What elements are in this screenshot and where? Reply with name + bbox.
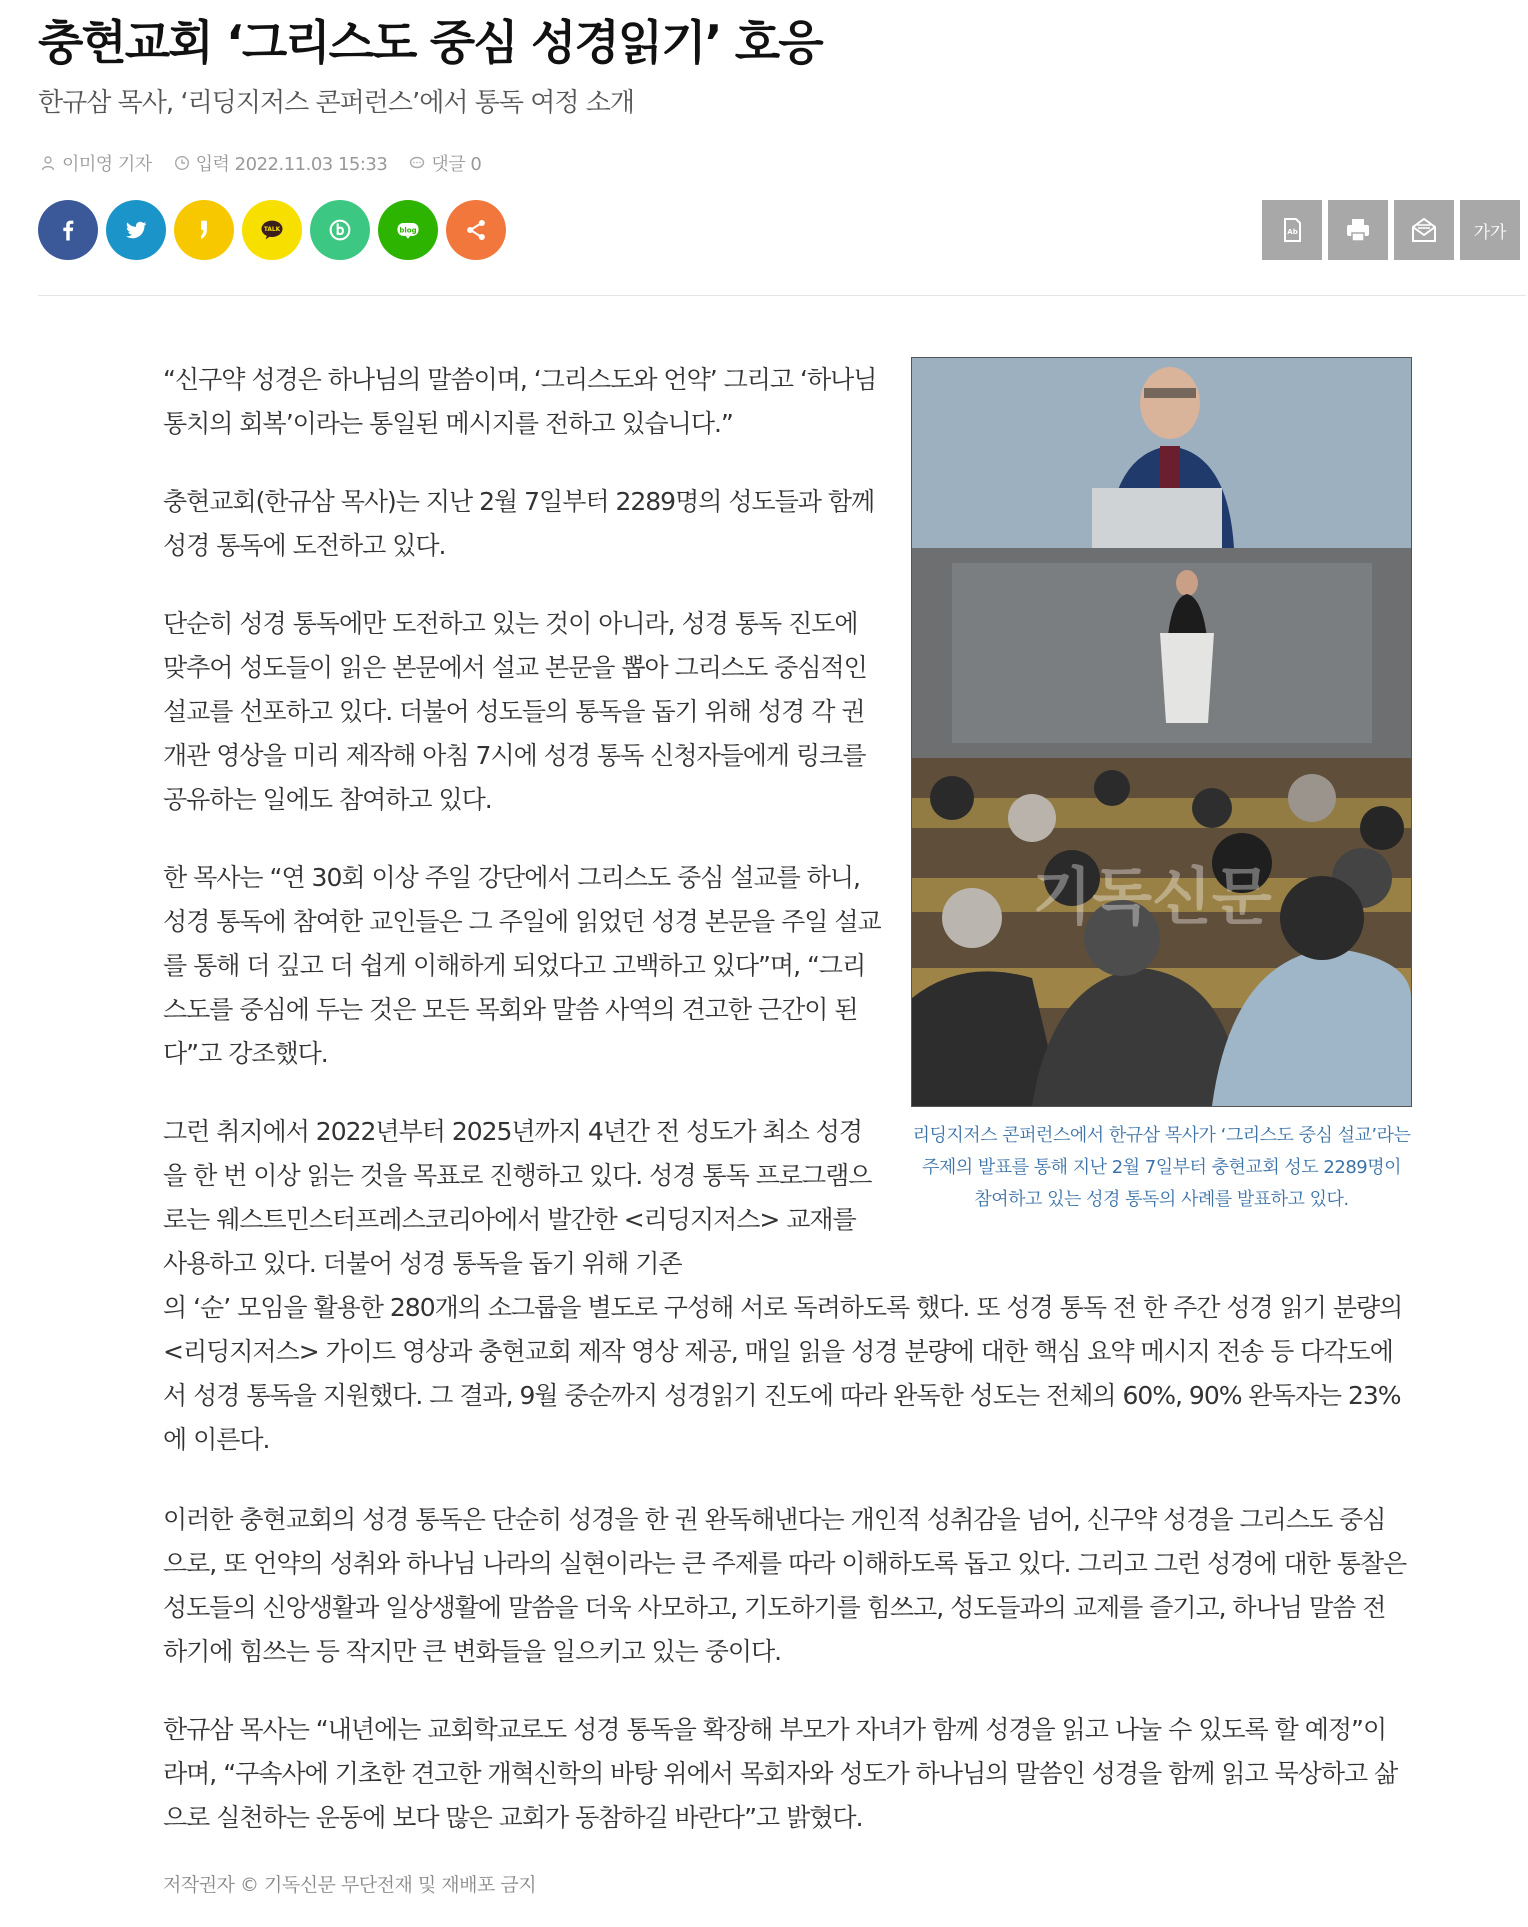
kakaotalk-icon (258, 216, 286, 244)
date-info (174, 150, 388, 176)
article-paragraph: 한 목사는 “연 30회 이상 주일 강단에서 그리스도 중심 설교를 하니, 성경 통독에 참여한 교인들은 그 주일에 읽었던 성경 본문을 주일 설교를 통해 더 깊고 더 쉽게 이해하게 되었다고 고백하고 있다”며, “그리스도를 중심에 두는 것은 모든 목회와 말씀 사역의 견고한 근간이 된다”고 강조했다. (163, 863, 881, 1068)
facebook-share-button[interactable] (38, 200, 98, 260)
article-tools (1262, 200, 1520, 260)
article-paragraph: 단순히 성경 통독에만 도전하고 있는 것이 아니라, 성경 통독 진도에 맞추어 성도들이 읽은 본문에서 설교 본문을 뽑아 그리스도 중심적인 설교를 선포하고 있다. 더불어 성도들의 통독을 돕기 위해 성경 각 권 개관 영상을 미리 제작해 아침 7시에 성경 통독 신청자들에게 링크를 공유하는 일에도 참여하고 있다. (163, 609, 867, 814)
header-divider (38, 295, 1526, 296)
svg-text:TALK: TALK (263, 227, 281, 234)
kakaostory-share-button[interactable] (174, 200, 234, 260)
naver-blog-icon (394, 216, 422, 244)
mail-icon (1408, 214, 1440, 246)
comment-icon (409, 155, 425, 171)
article-paragraph: 이러한 충현교회의 성경 통독은 단순히 성경을 한 권 완독해낸다는 개인적 성취감을 넘어, 신구약 성경을 그리스도 중심으로, 또 언약의 성취와 하나님 나라의 실현이라는 큰 주제를 따라 이해하도록 돕고 있다. 그리고 그런 성경에 대한 통찰은 성도들의 신앙생활과 일상생활에 말씀을 더욱 사모하고, 기도하기를 힘쓰고, 성도들과의 교제를 즐기고, 하나님 말씀 전하기에 힘쓰는 등 작지만 큰 변화들을 일으키고 있는 중이다. (163, 1505, 1407, 1666)
photo-watermark: 기독신문 (1032, 860, 1272, 933)
article-subtitle: 한규삼 목사, ‘리딩지저스 콘퍼런스’에서 통독 여정 소개 (38, 88, 634, 118)
copyright-notice: 저작권자 © 기독신문 무단전재 및 재배포 금지 (163, 1874, 537, 1896)
comment-count-link[interactable] (409, 150, 481, 176)
share-buttons (38, 200, 506, 260)
print-button[interactable] (1328, 200, 1388, 260)
document-icon (1276, 214, 1308, 246)
article-title: 충현교회 ‘그리스도 중심 성경읽기’ 호응 (38, 16, 822, 71)
twitter-share-button[interactable] (106, 200, 166, 260)
article-paragraph: “신구약 성경은 하나님의 말씀이며, ‘그리스도와 언약’ 그리고 ‘하나님 통치의 회복’이라는 통일된 메시지를 전하고 있습니다.” (163, 365, 877, 438)
more-share-button[interactable] (446, 200, 506, 260)
article-paragraph: 의 ‘순’ 모임을 활용한 280개의 소그룹을 별도로 구성해 서로 독려하도록 했다. 또 성경 통독 전 한 주간 성경 읽기 분량의 <리딩지저스> 가이드 영상과 충현교회 제작 영상 제공, 매일 읽을 성경 분량에 대한 핵심 요약 메시지 전송 등 다각도에서 성경 통독을 지원했다. 그 결과, 9월 중순까지 성경읽기 진도에 따라 완독한 성도는 전체의 60%, 90% 완독자는 23%에 이른다. (163, 1293, 1403, 1454)
article-photo[interactable] (911, 357, 1412, 1107)
email-button[interactable] (1394, 200, 1454, 260)
article-paragraph: 충현교회(한규삼 목사)는 지난 2월 7일부터 2289명의 성도들과 함께 성경 통독에 도전하고 있다. (163, 487, 875, 560)
author-name: 이미영 기자 (62, 154, 152, 175)
share-icon (462, 216, 490, 244)
printer-icon (1342, 214, 1374, 246)
facebook-icon (54, 216, 82, 244)
reader-mode-button[interactable] (1262, 200, 1322, 260)
font-size-label: 가가 (1473, 222, 1507, 243)
svg-text:Ab: Ab (1287, 228, 1298, 236)
band-share-button[interactable] (310, 200, 370, 260)
publish-date: 입력 2022.11.03 15:33 (195, 154, 388, 175)
svg-text:blog: blog (399, 226, 417, 235)
article-meta (40, 150, 481, 176)
kakaostory-icon (190, 216, 218, 244)
article-paragraph: 한규삼 목사는 “내년에는 교회학교로도 성경 통독을 확장해 부모가 자녀가 함께 성경을 읽고 나눌 수 있도록 할 예정”이라며, “구속사에 기초한 견고한 개혁신학의 바탕 위에서 목회자와 성도가 하나님의 말씀인 성경을 함께 읽고 묵상하고 삶으로 실천하는 운동에 보다 많은 교회가 동참하길 바란다”고 밝혔다. (163, 1715, 1398, 1832)
author-info (40, 150, 152, 176)
conference-photo-illustration (912, 358, 1411, 1106)
user-icon (40, 155, 56, 171)
font-size-button[interactable] (1460, 200, 1520, 260)
band-icon (326, 216, 354, 244)
clock-icon (174, 155, 190, 171)
article-paragraph: 그런 취지에서 2022년부터 2025년까지 4년간 전 성도가 최소 성경을 한 번 이상 읽는 것을 목표로 진행하고 있다. 성경 통독 프로그램으로는 웨스트민스터프레스코리아에서 발간한 <리딩지저스> 교재를 사용하고 있다. 더불어 성경 통독을 돕기 위해 기존 (163, 1117, 872, 1278)
twitter-icon (122, 216, 150, 244)
naver-blog-share-button[interactable] (378, 200, 438, 260)
comment-count: 댓글 0 (431, 154, 482, 175)
kakaotalk-share-button[interactable] (242, 200, 302, 260)
photo-caption: 리딩지저스 콘퍼런스에서 한규삼 목사가 ‘그리스도 중심 설교’라는 주제의 발표를 통해 지난 2월 7일부터 충현교회 성도 2289명이 참여하고 있는 성경 통독의 사례를 발표하고 있다. (912, 1125, 1411, 1210)
